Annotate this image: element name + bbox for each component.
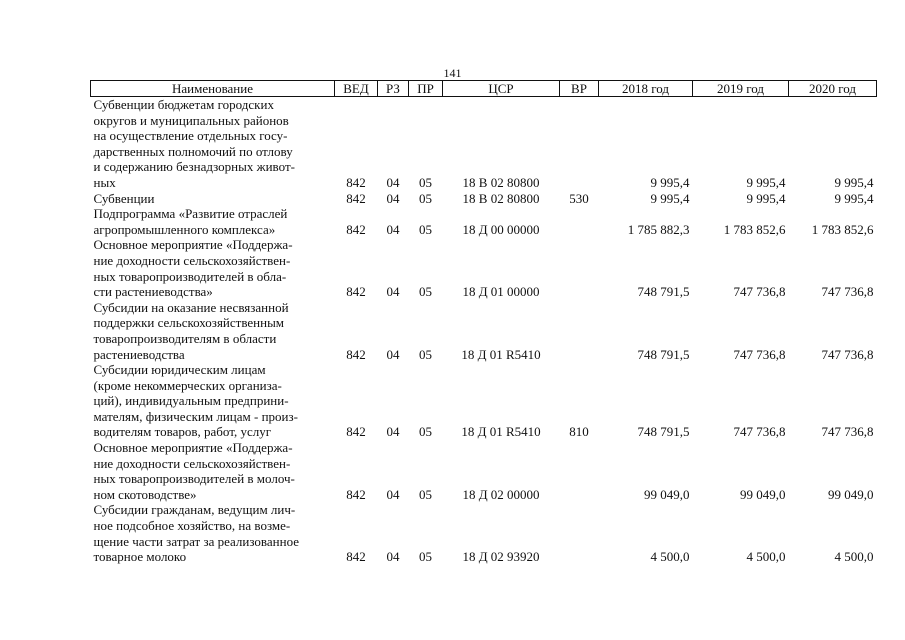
row-ved: 842 [346, 486, 366, 502]
row-2020: 747 736,8 [821, 424, 874, 440]
table-row [91, 362, 877, 440]
row-ved: 842 [346, 190, 366, 206]
row-rz: 04 [386, 221, 400, 237]
header-2018: 2018 год [599, 81, 693, 97]
row-pr: 05 [419, 486, 432, 502]
row-2018: 99 049,0 [644, 486, 690, 502]
table-row [91, 191, 877, 207]
row-vr [560, 97, 599, 191]
row-csr: 18 Д 02 00000 [462, 486, 540, 502]
header-ved: ВЕД [335, 81, 378, 97]
row-2019: 1 783 852,6 [723, 221, 786, 237]
row-name: Основное мероприятие «Поддержа- ние доходности сельскохозяйствен- ных товаропроизводителей в обла- сти растениеводства» [93, 237, 293, 300]
row-2018: 1 785 882,3 [627, 221, 690, 237]
row-ved: 842 [346, 221, 366, 237]
row-vr [560, 300, 599, 362]
row-2018: 9 995,4 [650, 190, 690, 206]
row-rz: 04 [386, 549, 400, 565]
row-2020: 747 736,8 [821, 284, 874, 300]
row-2019: 9 995,4 [746, 174, 786, 190]
row-name: Подпрограмма «Развитие отраслей агропромышленного комплекса» [93, 206, 288, 237]
table-body [91, 97, 877, 565]
row-name: Основное мероприятие «Поддержа- ние доходности сельскохозяйствен- ных товаропроизводителей в молоч- ном скотоводстве» [93, 440, 295, 502]
row-2020: 4 500,0 [834, 549, 874, 565]
row-2018: 748 791,5 [637, 284, 690, 300]
row-vr: 810 [569, 424, 589, 440]
row-rz: 04 [386, 486, 400, 502]
row-2019: 99 049,0 [740, 486, 786, 502]
row-rz: 04 [386, 346, 400, 362]
row-pr: 05 [419, 190, 432, 206]
header-row [91, 81, 877, 97]
row-pr: 05 [419, 174, 432, 190]
header-pr: ПР [409, 81, 443, 97]
row-ved: 842 [346, 424, 366, 440]
header-csr: ЦСР [443, 81, 560, 97]
row-ved: 842 [346, 284, 366, 300]
row-vr: 530 [569, 190, 589, 206]
row-pr: 05 [419, 424, 432, 440]
row-name: Субсидии на оказание несвязанной поддержки сельскохозяйственным товаропроизводителям в области растениеводства [93, 299, 289, 362]
row-csr: 18 Д 01 R5410 [461, 424, 541, 440]
row-2020: 9 995,4 [834, 174, 874, 190]
header-2020: 2020 год [789, 81, 877, 97]
table-row [91, 237, 877, 299]
table-row [91, 300, 877, 362]
row-2019: 747 736,8 [733, 424, 786, 440]
row-pr: 05 [419, 346, 432, 362]
row-ved: 842 [346, 346, 366, 362]
row-rz: 04 [386, 424, 400, 440]
row-csr: 18 Д 01 R5410 [461, 346, 541, 362]
row-ved: 842 [346, 549, 366, 565]
row-2018: 748 791,5 [637, 346, 690, 362]
row-2018: 9 995,4 [650, 174, 690, 190]
row-vr [560, 206, 599, 237]
row-2019: 9 995,4 [746, 190, 786, 206]
header-rz: РЗ [378, 81, 409, 97]
row-2018: 748 791,5 [637, 424, 690, 440]
table-row [91, 440, 877, 502]
table-row [91, 206, 877, 237]
row-2020: 9 995,4 [834, 190, 874, 206]
row-name: Субсидии гражданам, ведущим лич- ное подсобное хозяйство, на возме- щение части затрат за реализованное товарное молоко [93, 502, 300, 565]
row-pr: 05 [419, 284, 432, 300]
row-2020: 1 783 852,6 [811, 221, 874, 237]
row-rz: 04 [386, 284, 400, 300]
row-csr: 18 Д 00 00000 [462, 221, 540, 237]
row-rz: 04 [386, 190, 400, 206]
row-name: Субвенции [93, 190, 155, 206]
table-row [91, 502, 877, 564]
row-2019: 747 736,8 [733, 284, 786, 300]
row-vr [560, 502, 599, 564]
row-ved: 842 [346, 174, 366, 190]
row-name: Субвенции бюджетам городских округов и муниципальных районов на осуществление отдельных госу- дарственных полномочий по отлову и содержанию безнадзорных живот- ных [93, 97, 295, 190]
row-2019: 747 736,8 [733, 346, 786, 362]
header-vr: ВР [560, 81, 599, 97]
row-vr [560, 440, 599, 502]
row-csr: 18 В 02 80800 [462, 174, 540, 190]
row-vr [560, 237, 599, 299]
row-2020: 747 736,8 [821, 346, 874, 362]
header-name: Наименование [91, 81, 335, 97]
row-name: Субсидии юридическим лицам (кроме некоммерческих организа- ций), индивидуальным предприни- мателям, физическим лицам - произ- водителям товаров, работ, услуг [93, 362, 298, 440]
row-rz: 04 [386, 174, 400, 190]
row-csr: 18 В 02 80800 [462, 190, 540, 206]
header-2019: 2019 год [693, 81, 789, 97]
budget-table [90, 80, 877, 565]
row-csr: 18 Д 02 93920 [462, 549, 540, 565]
row-2018: 4 500,0 [650, 549, 690, 565]
row-pr: 05 [419, 221, 432, 237]
row-2019: 4 500,0 [746, 549, 786, 565]
row-pr: 05 [419, 549, 432, 565]
page-number: 141 [443, 66, 462, 80]
table-row [91, 97, 877, 191]
row-2020: 99 049,0 [828, 486, 874, 502]
row-csr: 18 Д 01 00000 [462, 284, 540, 300]
